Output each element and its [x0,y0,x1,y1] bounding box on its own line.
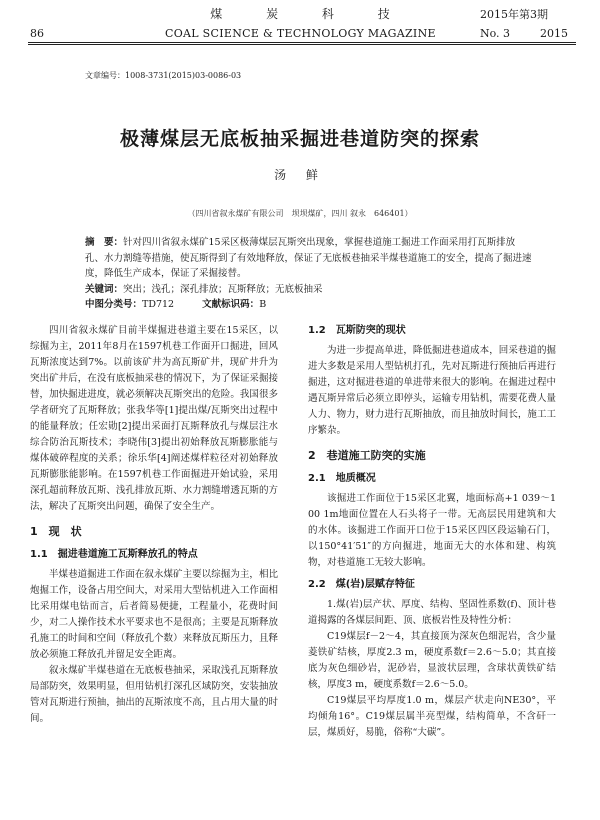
section-1-heading: 1 现 状 [30,525,82,538]
section-2-1-paragraph: 该掘进工作面位于15采区北翼，地面标高+1 039～1 00 1m地面位置在人石头将子一带。无高层民用建筑和大的水体。该掘进工作面开口位于15采区四区段运输石门，以150°41′51″的方向掘进，地面无大的水体和建、构筑物，对巷道施工无较大影响。 [308,493,556,568]
section-2-1-heading: 2.1 地质概况 [308,473,376,484]
section-1-1-heading: 1.1 掘进巷道施工瓦斯释放孔的特点 [30,549,198,560]
right-column [308,323,556,741]
intro-paragraph: 四川省叙永煤矿目前半煤掘进巷道主要在15采区，以综掘为主，2011年8月在1597机巷工作面开口掘进，回风瓦斯浓度达到7%。以前该矿井为高瓦斯矿井，现矿井升为突出矿井后，在没有底板抽采巷的情况下，为了保证采掘接替，加快掘进进度，就必须解决瓦斯突出的危险。我国很多学者研究了瓦斯释放；张我华等[1]提出煤/瓦斯突出过程中的能量释放；任宏勋[2]提出采面打瓦斯释放孔与煤层注水综合防治瓦斯技术；李晓伟[3]提出初始释放瓦斯膨胀能与煤体破碎程度的关系；徐乐华[4]阐述煤样粒径对初始释放瓦斯膨胀能影响。在1597机巷工作面掘进开始试验，采用深孔超前释放瓦斯、浅孔排放瓦斯、水力割缝增透瓦斯的方法，解决了瓦斯突出问题，确保了安全生产。 [30,325,278,512]
section-2-2-paragraph-2: C19煤层f－2～4，其直接顶为深灰色细泥岩，含少量菱铁矿结核，厚度2.3 m，硬度系数f＝2.6～5.0；其直接底为灰色细砂岩，泥砂岩，显波状层理，含球状黄铁矿结核，厚度3 m，硬度系数f＝2.6～5.0。 [308,631,556,690]
clc-label: 中图分类号： [85,299,143,310]
doc-code: B [259,299,267,310]
section-1-2-heading: 1.2 瓦斯防突的现状 [308,325,406,336]
keywords [85,282,533,298]
section-2-2-paragraph-3: C19煤层平均厚度1.0 m，煤层产状走向NE30°，平均倾角16°。C19煤层属半亮型煤，结构简单，不含矸一层，煤质好，易脆，俗称“大碳”。 [308,695,556,738]
keywords-text: 突出；浅孔；深孔排放；瓦斯释放；无底板抽采 [123,284,323,295]
doc-code-label: 文献标识码： [202,299,260,310]
section-2-heading: 2 巷道施工防突的实施 [308,449,426,462]
section-2-2-heading: 2.2 煤(岩)层赋存特征 [308,579,415,590]
running-header [0,27,600,41]
article-number: 文章编号：1008-3731(2015)03-0086-03 [85,71,242,80]
article-title: 极薄煤层无底板抽采掘进巷道防突的探索 [119,128,480,150]
issue-number: No. 3 [480,27,511,40]
journal-name-cn: 煤 炭 科 技 [210,7,410,21]
clc-code: TD712 [142,299,175,310]
header-rule-thin [28,44,576,45]
section-1-1-paragraph-1: 半煤巷道掘进工作面在叙永煤矿主要以综掘为主，相比炮掘工作，设备占用空间大，对采用大型钻机进入工作面相比采用煤电钻而言，后者简易便捷，工程量小，花费时间少，对二人操作技术水平要求也不是很高；主要是瓦斯释放孔施工的时间和空间（释放孔个数）来释放瓦斯压力，且释放必须施工释放孔并留足安全距离。 [30,569,278,660]
left-column [30,323,278,727]
journal-name-en: COAL SCIENCE & TECHNOLOGY MAGAZINE [165,27,436,40]
year: 2015 [540,27,568,40]
classification [85,297,533,313]
issue-label-cn: 2015年第3期 [480,8,548,21]
header-rule-thick [28,42,576,43]
page-number: 86 [30,27,44,40]
affiliation: （四川省叙永煤矿有限公司 坝坝煤矿，四川 叙永 646401） [187,209,413,218]
abstract-text: 针对四川省叙永煤矿15采区极薄煤层瓦斯突出现象，掌握巷道施工掘进工作面采用打瓦斯排放孔、水力割缝等措施，使瓦斯得到了有效地释放，保证了无底板巷抽采半煤巷道施工的安全，提高了掘进速度，降低生产成本，保证了采掘接替。 [85,237,532,279]
abstract [85,235,533,282]
section-2-2-paragraph-1: 1.煤(岩)层产状、厚度、结构、坚固性系数(f)、顶计巷道揭露的各煤层间距、顶、底板岩性及特性分析： [308,599,556,626]
section-1-2-paragraph: 为进一步提高单进，降低掘进巷道成本，回采巷道的掘进大多数是采用人型钻机打孔，先对瓦斯进行预抽后再进行掘进，这对掘进巷道的单进带来很大的影响。在掘进过程中遇瓦斯异常后必须立即停头，运输专用钻机，需要花费人量人力、物力，财力进行瓦斯抽放，而且抽放时间长，施工工序繁杂。 [308,345,556,436]
abstract-label: 摘 要： [85,237,124,248]
keywords-label: 关键词： [85,284,124,295]
section-1-1-paragraph-2: 叙永煤矿半煤巷道在无底板巷抽采，采取浅孔瓦斯释放局部防突，效果明显，但用钻机打深孔区域防突，安装抽放管对瓦斯进行预抽，抽出的瓦斯浓度不高，且占用大量的时间。 [30,665,278,724]
author: 汤 鲜 [274,168,326,182]
